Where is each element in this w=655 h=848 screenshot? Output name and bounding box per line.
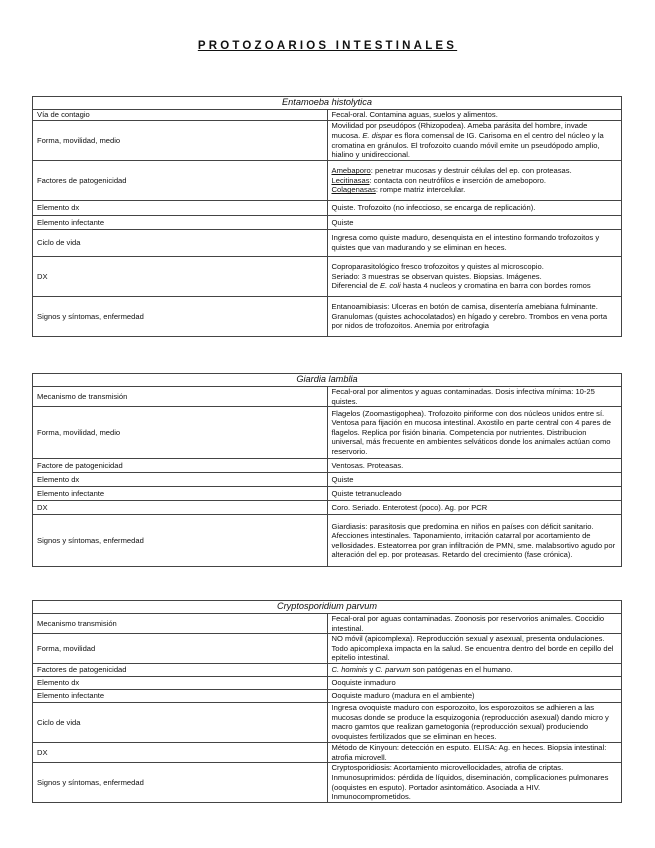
row-label: Elemento dx [33,676,328,689]
row-label: Mecanismo transmisión [33,614,328,634]
row-label: Forma, movilidad, medio [33,121,328,161]
row-label: Elemento infectante [33,689,328,702]
row-label: Elemento infectante [33,487,328,501]
row-label: Elemento dx [33,473,328,487]
row-label: DX [33,742,328,762]
row-value: Quiste [327,216,622,230]
row-value: Método de Kinyoun: detección en esputo. ELISA: Ag. en heces. Biopsia intestinal: atrofia microvell. [327,742,622,762]
entamoeba-title: Entamoeba histolytica [33,97,622,110]
entamoeba-table [32,96,622,337]
row-value: Flagelos (Zoomastigophea). Trofozoito piriforme con dos núcleos unidos entre sí. Ventosa para fijación en mucosa intestinal. Axostilo en parte central con 4 pares de flagelos. Replica por fisión binaria. Competencia por nutrientes. Distribucion universal, más frecuente en ambientes selváticos donde los animales actúan como reservorio. [327,407,622,459]
row-label: Forma, movilidad [33,634,328,664]
row-value: C. hominis y C. parvum son patógenas en el humano. [327,663,622,676]
row-label: DX [33,501,328,515]
row-value: Fecal-oral por alimentos y aguas contaminadas. Dosis infectiva mínima: 10-25 quistes. [327,387,622,407]
crypto-title: Cryptosporidium parvum [33,601,622,614]
row-label: Factores de patogenicidad [33,161,328,201]
row-value: Amebaporo: penetrar mucosas y destruir células del ep. con proteasas. Lecitinasas: contacta con neutrófilos e inserción de ameboporo. Colagenasas: rompe matriz intercelular. [327,161,622,201]
row-label: Elemento dx [33,201,328,216]
row-value: Movilidad por pseudópos (Rhizopodea). Ameba parásita del hombre, invade mucosa. E. dispar es flora comensal de IG. Carisoma en el centro del núcleo y la cromatina en gránulos. El trofozoito cuando móvil emite un pseudópodo amplio, hialino y unidireccional. [327,121,622,161]
giardia-table [32,373,622,567]
row-label: Forma, movilidad, medio [33,407,328,459]
row-value: Quiste tetranucleado [327,487,622,501]
page-title: PROTOZOARIOS INTESTINALES [197,40,458,52]
row-value: Ooquiste inmaduro [327,676,622,689]
row-value: Coro. Seriado. Enterotest (poco). Ag. por PCR [327,501,622,515]
row-label: Signos y síntomas, enfermedad [33,515,328,567]
row-value: Ooquiste maduro (madura en el ambiente) [327,689,622,702]
row-label: DX [33,257,328,297]
row-value: Ventosas. Proteasas. [327,459,622,473]
row-label: Factore de patogenicidad [33,459,328,473]
row-value: Fecal-oral. Contamina aguas, suelos y alimentos. [327,110,622,121]
row-value: Fecal-oral por aguas contaminadas. Zoonosis por reservorios animales. Coccidio intestinal. [327,614,622,634]
crypto-table [32,600,622,803]
row-value: Entanoamibiasis: Ulceras en botón de camisa, disentería amebiana fulminante. Granulomas (quistes achocolatados) en hígado y cerebro. Trombos en vena porta por nidos de trofozoitos. Anemia por eritrofagia [327,297,622,337]
row-value: Ingresa como quiste maduro, desenquista en el intestino formando trofozoitos y quistes que van madurando y se eliminan en heces. [327,230,622,257]
giardia-title: Giardia lamblia [33,374,622,387]
row-label: Elemento infectante [33,216,328,230]
row-value: Ingresa ovoquiste maduro con esporozoito, los esporozoitos se adhieren a las mucosas donde se produce la esquizogonia (reproducción asexual) dando micro y macro gamtos que realizan gametogonia (reproducción sexual) produciendo ovoquistes fertilizados que se eliminan en heces. [327,702,622,742]
row-value: Coproparasitológico fresco trofozoitos y quistes al microscopio. Seriado: 3 muestras se observan quistes. Biopsias. Imágenes. Diferencial de E. coli hasta 4 nucleos y cromatina en barra con bordes romos [327,257,622,297]
row-label: Ciclo de vida [33,230,328,257]
row-value: Quiste. Trofozoito (no infeccioso, se encarga de replicación). [327,201,622,216]
row-label: Factores de patogenicidad [33,663,328,676]
row-label: Ciclo de vida [33,702,328,742]
row-value: NO móvil (apicomplexa). Reproducción sexual y asexual, presenta ondulaciones. Todo apicomplexa impacta en la salud. Se encuentra dentro del borde en cepillo del epitelio intestinal. [327,634,622,664]
row-label: Signos y síntomas, enfermedad [33,297,328,337]
row-label: Mecanismo de transmisión [33,387,328,407]
row-label: Signos y síntomas, enfermedad [33,763,328,803]
row-value: Cryptosporidiosis: Acortamiento microvellocidades, atrofia de criptas. Inmunosuprimidos: pérdida de líquidos, diseminación, complicaciones pulmonares (ooquistes en esputo). Portador asintomático. Asociada a HIV. Inmunocomprometidos. [327,763,622,803]
row-label: Vía de contagio [33,110,328,121]
row-value: Giardiasis: parasitosis que predomina en niños en países con déficit sanitario. Afecciones intestinales. Taponamiento, irritación catarral por acortamiento de vellosidades. Esteatorrea por gran infiltración de PMN, sme. malabsortivo agudo por alteración del ep. por proteasas. Retardo del crecimiento (fase crónica). [327,515,622,567]
row-value: Quiste [327,473,622,487]
